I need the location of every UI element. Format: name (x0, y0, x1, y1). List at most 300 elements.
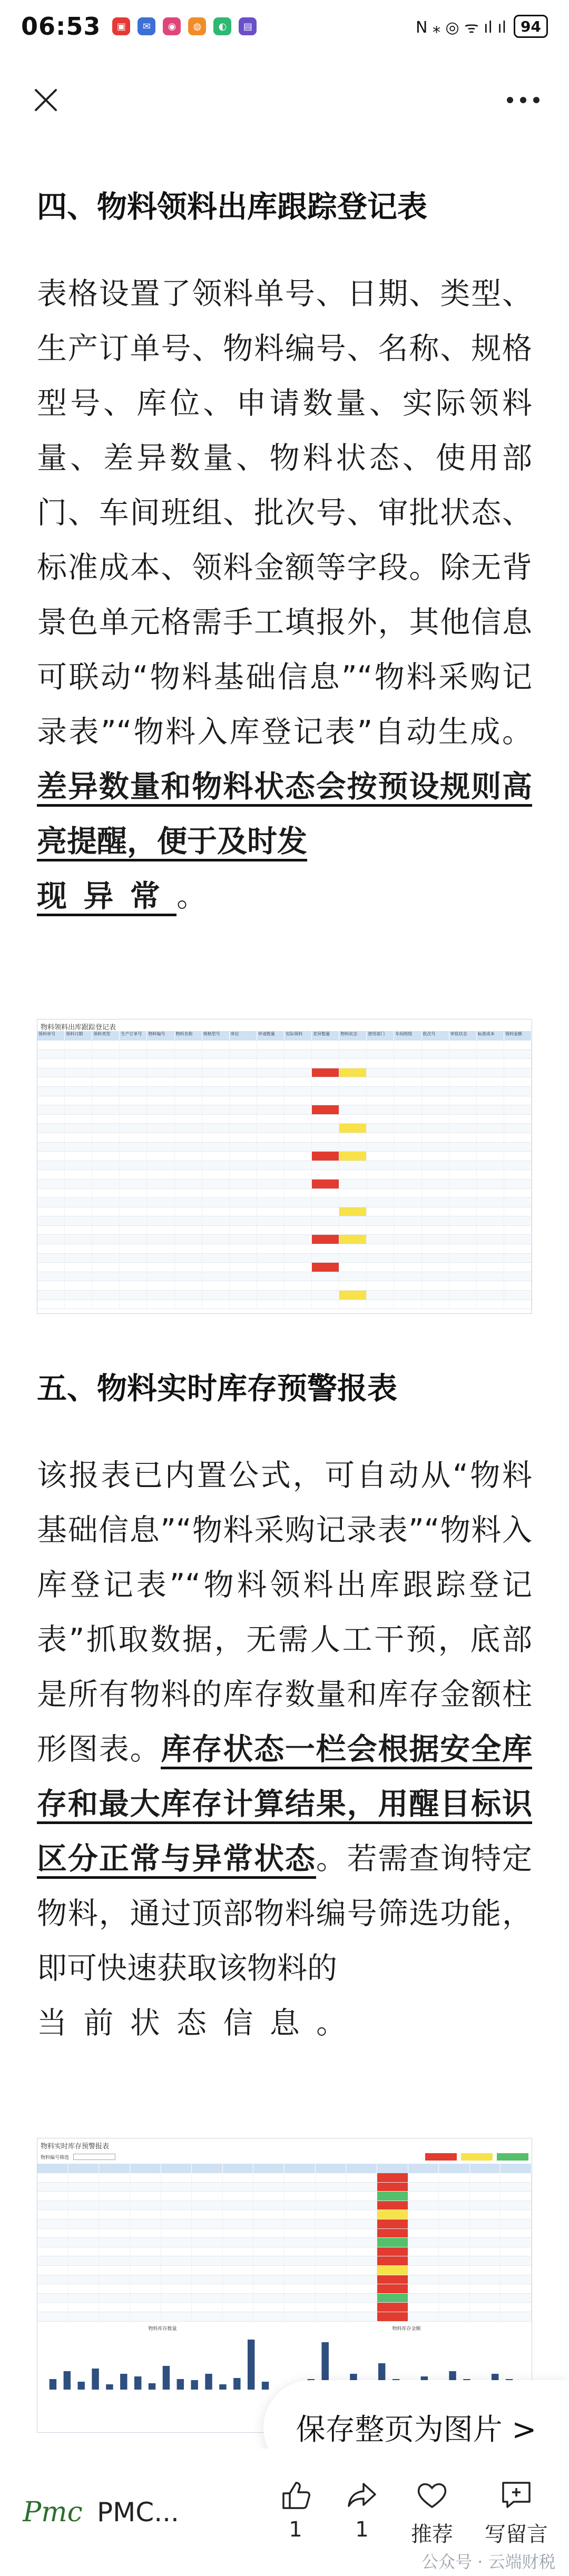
recommend-button[interactable] (411, 2478, 453, 2548)
table2-cell (192, 2303, 223, 2312)
table2-cell (192, 2284, 223, 2293)
table-cell (284, 1216, 312, 1225)
table2-cell (192, 2238, 223, 2247)
table-cell (230, 1143, 257, 1152)
table2-cell (346, 2183, 377, 2192)
table2-cell (161, 2303, 192, 2312)
table-cell (257, 1087, 284, 1096)
table2-cell (439, 2201, 470, 2210)
table-cell (230, 1281, 257, 1290)
table-cell (312, 1115, 339, 1124)
table-cell (312, 1207, 339, 1216)
table-cell (449, 1143, 477, 1152)
table-cell (339, 1050, 367, 1059)
section-title: 四、物料领料出库跟踪登记表 (37, 190, 427, 224)
paragraph-text: 表格设置了领料单号、日期、类型、生产订单号、物料编号、名称、规格型号、库位、申请数量、实际领料量、差异数量、物料状态、使用部门、车间班组、批次号、审批状态、标准成本、领料金额等字段。除无背景色单元格需手工填报外，其他信息可联动“物料基础信息”“物料采购记录表”“物料入库登记表”自动生成。 (37, 276, 532, 750)
table2-cell (253, 2229, 284, 2238)
table-cell (65, 1281, 92, 1290)
table-header-cell: 库位 (230, 1031, 257, 1041)
table-cell (284, 1189, 312, 1198)
table-cell (37, 1152, 65, 1161)
table-cell (312, 1254, 339, 1263)
table-cell (367, 1226, 394, 1235)
table2-cell (408, 2229, 439, 2238)
table-cell (257, 1105, 284, 1114)
table-cell (312, 1143, 339, 1152)
table-cell (147, 1124, 174, 1133)
table-cell (37, 1143, 65, 1152)
table-cell (339, 1189, 367, 1198)
table-cell (367, 1180, 394, 1188)
table-cell (202, 1180, 230, 1188)
table-cell (312, 1152, 339, 1161)
table-cell (175, 1068, 202, 1077)
table2-cell (470, 2173, 501, 2182)
table-cell (257, 1143, 284, 1152)
table-cell (422, 1254, 449, 1263)
table-title: 物料领料出库跟踪登记表 (41, 1024, 116, 1032)
table-cell (477, 1254, 504, 1263)
share-button[interactable] (345, 2478, 379, 2542)
app-blue-icon: ✉ (138, 17, 155, 35)
table-header-cell: 实际领料 (284, 1031, 312, 1041)
table-cell (449, 1059, 477, 1068)
table-cell (92, 1152, 120, 1161)
table2-cell (408, 2266, 439, 2275)
table-cell (202, 1207, 230, 1216)
table-row (37, 1189, 532, 1198)
table2-cell (346, 2220, 377, 2228)
table-row (37, 1105, 532, 1115)
table2-cell (99, 2210, 130, 2219)
table-cell (257, 1115, 284, 1124)
table-cell (92, 1170, 120, 1179)
table-cell (202, 1226, 230, 1235)
table-cell (312, 1235, 339, 1244)
table2-cell (346, 2256, 377, 2265)
table-cell (120, 1189, 147, 1198)
table-cell (92, 1059, 120, 1068)
table-row (37, 1281, 532, 1291)
table-row (37, 1161, 532, 1171)
table-cell (230, 1041, 257, 1049)
paragraph-end-5: 。 (316, 2006, 347, 2041)
table-cell (230, 1068, 257, 1077)
table2-cell (439, 2294, 470, 2303)
table-cell (394, 1216, 421, 1225)
table-cell (312, 1244, 339, 1253)
table2-cell (346, 2266, 377, 2275)
table-cell (202, 1096, 230, 1105)
table2-cell (408, 2210, 439, 2219)
table-cell (477, 1152, 504, 1161)
table2-cell (253, 2192, 284, 2201)
table2-cell (253, 2173, 284, 2182)
table-row (37, 1050, 532, 1059)
table2-cell (439, 2173, 470, 2182)
table-cell (65, 1216, 92, 1225)
table-cell (202, 1272, 230, 1281)
table2-header-cell (223, 2164, 254, 2173)
chart1-svg (41, 2332, 278, 2395)
table-body (37, 1041, 532, 1309)
table-cell (202, 1041, 230, 1049)
table-cell (449, 1272, 477, 1281)
table-cell (92, 1291, 120, 1300)
table-cell (37, 1059, 65, 1068)
table2-header (37, 2164, 532, 2173)
paragraph-end: 。 (176, 879, 207, 914)
table-cell (339, 1226, 367, 1235)
table-cell (449, 1152, 477, 1161)
table-cell (422, 1050, 449, 1059)
table2-cell (253, 2284, 284, 2293)
table2-cell (37, 2183, 68, 2192)
table-cell (230, 1096, 257, 1105)
table-cell (504, 1189, 532, 1198)
table2-title: 物料实时库存预警报表 (41, 2143, 110, 2151)
table-cell (477, 1263, 504, 1272)
table2-cell (501, 2275, 532, 2284)
table-cell (477, 1124, 504, 1133)
battery-icon (514, 15, 548, 38)
table-cell (147, 1059, 174, 1068)
table2-cell (470, 2229, 501, 2238)
table2-cell (501, 2173, 532, 2182)
table-row (37, 1226, 532, 1235)
table2-cell (316, 2312, 347, 2321)
table-cell (504, 1068, 532, 1077)
table2-cell (37, 2220, 68, 2228)
table-cell (257, 1068, 284, 1077)
table2-cell (130, 2183, 161, 2192)
battery-level: 94 (521, 17, 541, 35)
table-cell (339, 1254, 367, 1263)
table-cell (477, 1189, 504, 1198)
table-cell (422, 1143, 449, 1152)
table-cell (422, 1263, 449, 1272)
table2-header-cell (408, 2164, 439, 2173)
table2-cell (439, 2210, 470, 2219)
table-cell (147, 1207, 174, 1216)
table-cell (504, 1216, 532, 1225)
table2-cell (253, 2294, 284, 2303)
table-cell (284, 1254, 312, 1263)
table-cell (312, 1198, 339, 1207)
table2-cell (253, 2266, 284, 2275)
table-cell (367, 1300, 394, 1309)
table2-cell (161, 2256, 192, 2265)
table2-cell (223, 2183, 254, 2192)
table-cell (120, 1207, 147, 1216)
save-page-as-image-button[interactable]: 保存整页为图片 > (263, 2380, 569, 2475)
table-cell (504, 1105, 532, 1114)
table-cell (230, 1124, 257, 1133)
table-cell (422, 1059, 449, 1068)
table-cell (92, 1105, 120, 1114)
table-cell (175, 1263, 202, 1272)
table-cell (175, 1235, 202, 1244)
table2-cell (68, 2210, 100, 2219)
table-cell (367, 1235, 394, 1244)
table-cell (477, 1300, 504, 1309)
table-cell (230, 1105, 257, 1114)
table-cell (449, 1281, 477, 1290)
table-cell (147, 1291, 174, 1300)
table-cell (202, 1077, 230, 1086)
table2-cell (408, 2275, 439, 2284)
table-cell (449, 1216, 477, 1225)
table2-row (37, 2284, 532, 2294)
table-cell (449, 1087, 477, 1096)
table-cell (202, 1115, 230, 1124)
table-cell (120, 1050, 147, 1059)
table-header-cell: 物料状态 (339, 1031, 367, 1041)
table-cell (449, 1115, 477, 1124)
table-cell (230, 1087, 257, 1096)
author-info[interactable] (21, 2489, 179, 2536)
table-cell (92, 1254, 120, 1263)
table-cell (175, 1189, 202, 1198)
table-cell (504, 1152, 532, 1161)
table2-cell (192, 2183, 223, 2192)
table2-cell (284, 2312, 316, 2321)
table2-header-cell (346, 2164, 377, 2173)
table-cell (37, 1244, 65, 1253)
table-cell (284, 1105, 312, 1114)
table-cell (230, 1180, 257, 1188)
table-cell (120, 1170, 147, 1179)
table-cell (37, 1077, 65, 1086)
table2-cell (501, 2238, 532, 2247)
table2-cell (192, 2229, 223, 2238)
table2-cell (470, 2201, 501, 2210)
table-cell (284, 1059, 312, 1068)
table-cell (394, 1263, 421, 1272)
table-cell (504, 1291, 532, 1300)
table2-cell (161, 2192, 192, 2201)
table-cell (37, 1050, 65, 1059)
table2-header-cell (68, 2164, 100, 2173)
table2-cell (346, 2284, 377, 2293)
table-cell (92, 1235, 120, 1244)
table-cell (175, 1170, 202, 1179)
table-cell (477, 1059, 504, 1068)
table-cell (449, 1161, 477, 1170)
table2-cell (284, 2294, 316, 2303)
table-cell (312, 1189, 339, 1198)
table-cell (257, 1216, 284, 1225)
like-button[interactable] (278, 2478, 313, 2542)
table-cell (147, 1300, 174, 1309)
table2-cell (501, 2284, 532, 2293)
table-cell (367, 1152, 394, 1161)
close-button[interactable] (22, 76, 70, 124)
table2-cell (99, 2173, 130, 2182)
table-cell (120, 1263, 147, 1272)
status-indicators (416, 15, 548, 38)
table-cell (339, 1087, 367, 1096)
table-cell (339, 1281, 367, 1290)
highlight-text-tail: 现异常 (37, 879, 176, 916)
chart-bar (64, 2371, 71, 2390)
table-cell (504, 1077, 532, 1086)
table2-cell (130, 2312, 161, 2321)
table-cell (65, 1198, 92, 1207)
table2-cell (346, 2192, 377, 2201)
table-cell (449, 1133, 477, 1142)
table-cell (92, 1281, 120, 1290)
table-cell (65, 1124, 92, 1133)
table-cell (504, 1300, 532, 1309)
table-cell (394, 1161, 421, 1170)
table-cell (92, 1180, 120, 1188)
table-cell (257, 1161, 284, 1170)
chart-bar (205, 2374, 212, 2390)
table2-cell (99, 2192, 130, 2201)
table2-cell (408, 2201, 439, 2210)
table-cell (175, 1077, 202, 1086)
table-cell (92, 1143, 120, 1152)
table2-cell (37, 2266, 68, 2275)
table2-cell (316, 2210, 347, 2219)
table-cell (367, 1133, 394, 1142)
table-cell (175, 1300, 202, 1309)
table-cell (477, 1133, 504, 1142)
table-cell (230, 1161, 257, 1170)
table2-cell (68, 2192, 100, 2201)
table2-cell (192, 2210, 223, 2219)
table-cell (504, 1272, 532, 1281)
table2-cell (161, 2220, 192, 2228)
comment-button[interactable] (485, 2478, 548, 2548)
chart-bar (163, 2366, 170, 2390)
table2-cell (68, 2173, 100, 2182)
more-button[interactable] (499, 76, 547, 124)
table-cell (504, 1207, 532, 1216)
table2-cell (284, 2247, 316, 2256)
chart-bar (77, 2382, 84, 2390)
table-cell (65, 1115, 92, 1124)
table2-cell (99, 2247, 130, 2256)
table-cell (175, 1180, 202, 1188)
table2-row (37, 2238, 532, 2247)
table-cell (504, 1059, 532, 1068)
table-cell (147, 1189, 174, 1198)
table-cell (120, 1152, 147, 1161)
table-cell (37, 1235, 65, 1244)
table2-cell (37, 2192, 68, 2201)
table-cell (504, 1281, 532, 1290)
table-cell (120, 1180, 147, 1188)
table2-row (37, 2275, 532, 2285)
table2-cell (161, 2294, 192, 2303)
table-header-cell: 批次号 (422, 1031, 449, 1041)
table-header-cell: 领料单号 (37, 1031, 65, 1041)
table-cell (147, 1077, 174, 1086)
table-cell (339, 1041, 367, 1049)
author-name: PMC... (97, 2497, 179, 2528)
table-cell (202, 1263, 230, 1272)
table2-cell (99, 2238, 130, 2247)
table-cell (394, 1133, 421, 1142)
table2-cell (37, 2210, 68, 2219)
table2-header-cell (253, 2164, 284, 2173)
table-cell (92, 1189, 120, 1198)
table2-cell (316, 2294, 347, 2303)
table-cell (120, 1226, 147, 1235)
table-cell (147, 1226, 174, 1235)
table2-cell (284, 2210, 316, 2219)
table-cell (449, 1291, 477, 1300)
table2-cell (253, 2210, 284, 2219)
table-cell (477, 1180, 504, 1188)
table-cell (202, 1143, 230, 1152)
table-cell (449, 1124, 477, 1133)
table2-row (37, 2192, 532, 2201)
table-cell (394, 1235, 421, 1244)
table2-cell (316, 2173, 347, 2182)
table-cell (312, 1050, 339, 1059)
table2-header-cell (99, 2164, 130, 2173)
table-cell (339, 1068, 367, 1077)
table-cell (504, 1041, 532, 1049)
table2-row (37, 2229, 532, 2238)
table-cell (175, 1152, 202, 1161)
table-cell (175, 1272, 202, 1281)
table2-cell (470, 2192, 501, 2201)
table-cell (175, 1216, 202, 1225)
table-cell (147, 1198, 174, 1207)
filter-input (73, 2154, 115, 2160)
table2-cell (99, 2303, 130, 2312)
chart-bar (50, 2379, 56, 2390)
table2-cell (470, 2256, 501, 2265)
chart-bar (233, 2378, 240, 2390)
table-cell (504, 1244, 532, 1253)
table2-cell (501, 2183, 532, 2192)
table-cell (284, 1077, 312, 1086)
table-cell (65, 1041, 92, 1049)
table-cell (230, 1115, 257, 1124)
table-cell (422, 1068, 449, 1077)
chart-bar (248, 2340, 254, 2390)
table2-cell (130, 2256, 161, 2265)
table2-cell (439, 2192, 470, 2201)
status-bar (0, 0, 569, 53)
status-app-icons (112, 17, 257, 35)
table2-cell (439, 2256, 470, 2265)
table-cell (230, 1050, 257, 1059)
table2-cell (223, 2303, 254, 2312)
table-cell (449, 1207, 477, 1216)
table-cell (477, 1272, 504, 1281)
table-cell (422, 1170, 449, 1179)
table-cell (65, 1189, 92, 1198)
table-cell (147, 1263, 174, 1272)
app-pink-icon: ◉ (163, 17, 181, 35)
article-section-4 (37, 147, 532, 924)
table-cell (367, 1059, 394, 1068)
table2-cell (37, 2229, 68, 2238)
table2-cell (253, 2247, 284, 2256)
table-cell (120, 1300, 147, 1309)
table-cell (65, 1077, 92, 1086)
table2-cell (377, 2201, 408, 2210)
filter-label: 物料编号筛选 (41, 2155, 70, 2161)
table2-cell (130, 2294, 161, 2303)
table-row (37, 1059, 532, 1068)
